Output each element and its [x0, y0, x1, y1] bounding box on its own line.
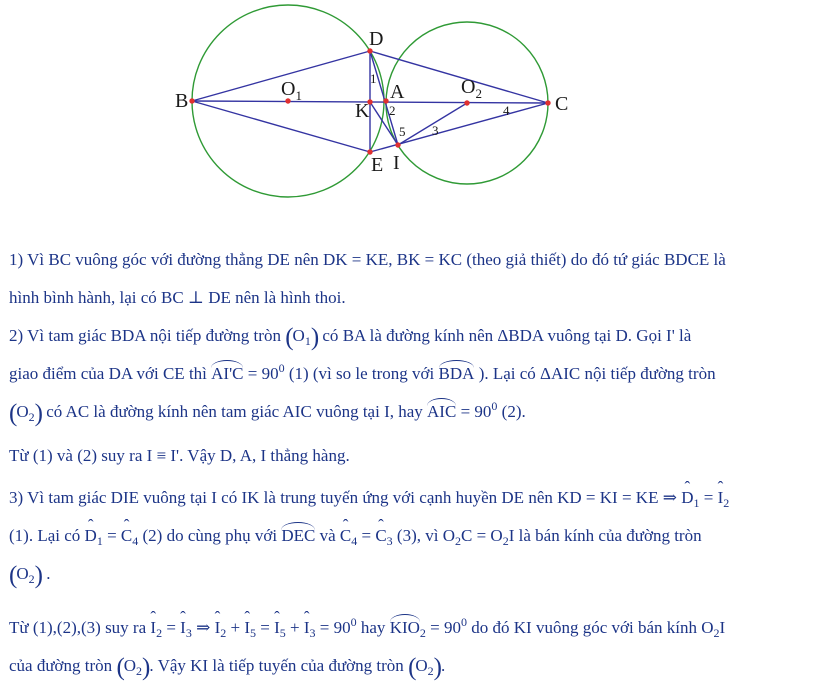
solution-paragraph — [9, 437, 835, 475]
solution-line: 2) Vì tam giác BDA nội tiếp đường tròn $(O_1)$ có BA là đường kính nên ΔBDA vuông tại D. Gọi I' là — [9, 324, 692, 351]
solution-paragraph — [9, 479, 835, 593]
solution-line: của đường tròn $(O_2)$. Vậy KI là tiếp tuyến của đường tròn $(O_2)$. — [9, 654, 446, 681]
solution-paragraph — [9, 609, 835, 685]
solution-line: $(O_2)$ . — [9, 562, 51, 589]
geometry-figure — [0, 0, 840, 215]
label-E: E — [371, 154, 384, 176]
solution-text — [9, 241, 835, 685]
label-C: C — [555, 93, 569, 115]
point-B — [189, 98, 194, 103]
solution-line: Từ (1),(2),(3) suy ra ˆ $I_2$ = ˆ $I_3$ ⇒ ˆ $I_2$ + ˆ $I_5$ = ˆ $I_5$ + ˆ $I_3 = 90^0$ hay $KIO_2 = 90^0$ do đó KI vuông góc với bán kính $O_2I$ — [9, 609, 835, 647]
label-B: B — [175, 90, 189, 112]
solution-line: Từ (1) và (2) suy ra I ≡ I'. Vậy D, A, I thẳng hàng. — [9, 446, 350, 465]
angle-label-3: 3 — [432, 123, 439, 138]
solution-paragraph — [9, 317, 835, 431]
solution-line: $(O_2)$ có AC là đường kính nên tam giác AIC vuông tại I, hay AIC = $90^0$ (2). — [9, 399, 526, 427]
label-O2: $O_2$ — [461, 76, 482, 101]
point-O2 — [464, 100, 469, 105]
segment-E-B — [192, 101, 370, 152]
angle-label-1: 1 — [370, 71, 377, 86]
solution-line: giao điểm của DA với CE thì $AI'C = 90^0$ (1) (vì so le trong với BDA ). Lại có ΔAIC nội tiếp đường tròn — [9, 361, 716, 383]
point-I — [395, 142, 400, 147]
label-I: I — [393, 152, 400, 174]
solution-paragraph — [9, 241, 835, 317]
solution-line: (1). Lại có ˆ $D_1$ = ˆ $C_4$ (2) do cùng phụ với DEC và ˆ $C_4$ = ˆ $C_3$ (3), vì $O_2C = O_2I$ là bán kính của đường tròn — [9, 517, 835, 555]
angle-label-2: 2 — [389, 103, 396, 118]
label-D: D — [369, 28, 384, 50]
angle-label-4: 4 — [503, 103, 510, 118]
angle-label-5: 5 — [399, 124, 406, 139]
point-A — [383, 98, 388, 103]
solution-line: hình bình hành, lại có BC ⊥ DE nên là hình thoi. — [9, 288, 346, 307]
geometry-diagram — [0, 0, 840, 215]
solution-line: 1) Vì BC vuông góc với đường thẳng DE nên DK = KE, BK = KC (theo giả thiết) do đó tứ giác BDCE là — [9, 250, 726, 269]
label-A: A — [390, 81, 405, 103]
point-C — [545, 100, 550, 105]
solution-line: 3) Vì tam giác DIE vuông tại I có IK là trung tuyến ứng với cạnh huyền DE nên KD = KI = KE ⇒ ˆ $D_1$ = ˆ $I_2$ — [9, 479, 835, 517]
label-O1: $O_1$ — [281, 78, 302, 103]
label-K: K — [355, 100, 370, 122]
